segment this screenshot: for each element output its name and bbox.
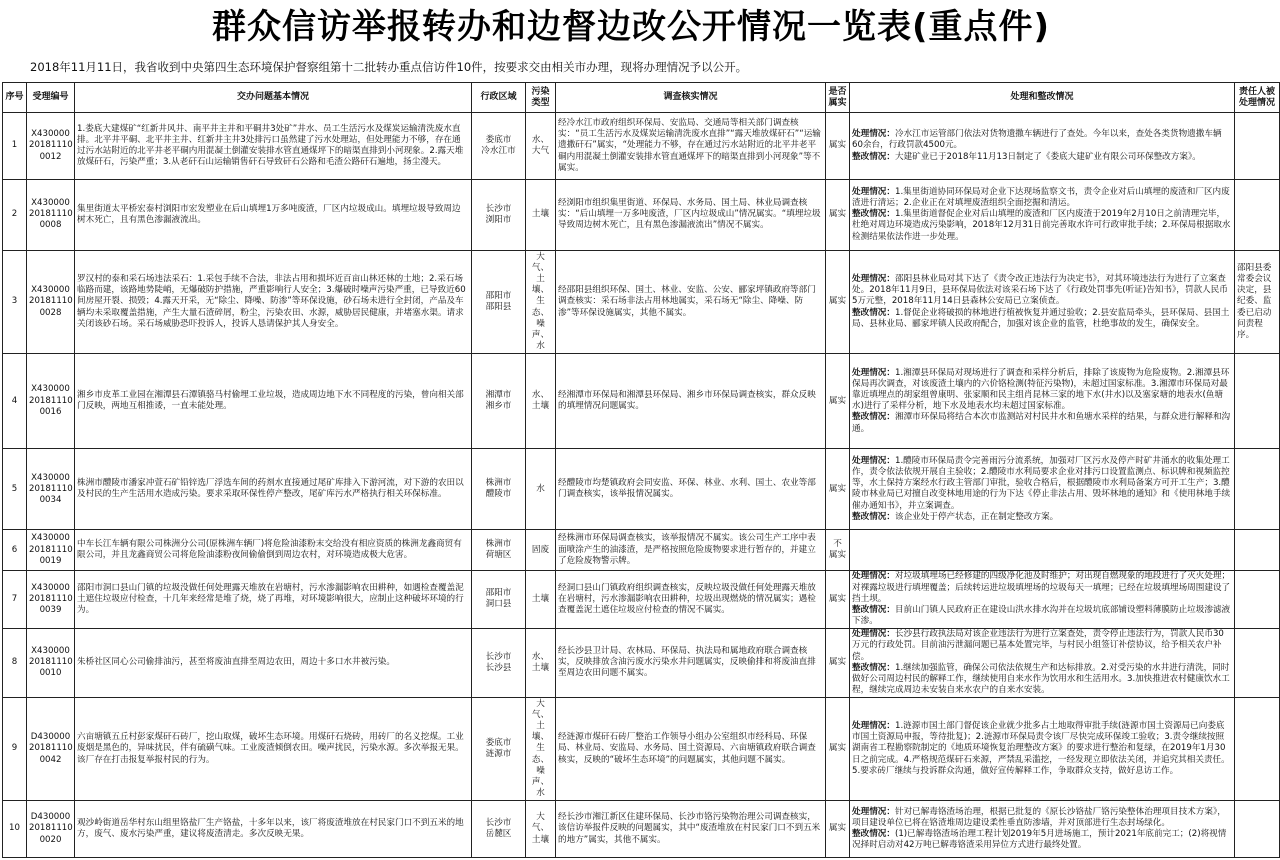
cell-investigation [556, 571, 826, 629]
cell-investigation-text: 经浏阳市组织集里街道、环保局、水务局、国土局、林业局调查核实：“后山填埋一万多吨废渣，厂区内垃圾成山”情况属实。“填埋垃圾导致周边树木死亡，且有黑色渗漏液流出”情况不属实。 [558, 198, 821, 231]
cell-verified [826, 628, 850, 697]
cell-type-text: 大气、 土壤 [531, 812, 550, 845]
cell-type-text: 固废 [531, 544, 550, 555]
cell-seq-text: 10 [9, 823, 20, 834]
cell-responsible [1235, 628, 1280, 697]
cell-type-text: 水、 土壤 [531, 390, 550, 412]
cell-id [27, 530, 75, 571]
cell-region-text: 长沙市 岳麓区 [485, 817, 512, 840]
cell-seq-text: 3 [11, 296, 18, 307]
cell-id-text: X430000 20181110 0012 [29, 129, 73, 162]
cell-handling [850, 354, 1235, 449]
cell-id-text: D430000 20181110 0042 [29, 732, 73, 765]
cell-verified [826, 449, 850, 530]
cell-investigation-text: 经湘潭市环保局和湘潭县环保局、湘乡市环保局调查核实，群众反映的填埋情况问题属实。 [558, 390, 816, 412]
rectification-label: 整改情况： [852, 605, 895, 615]
header-handling: 处理和整改情况 [850, 83, 1235, 113]
cell-region-text: 株洲市 醴陵市 [485, 478, 512, 500]
cell-region [472, 113, 526, 180]
handling-text: 对垃圾填埋场已经修建的四级净化池及时维护；对出现自燃现象的地段进行了灭火处理；对裸露垃圾进行填埋覆盖；后续转运进垃圾填埋场的垃圾每天一填埋；已经在垃圾填埋场周围建设了挡土坝。 [852, 571, 1231, 604]
rectification-paragraph [852, 512, 1232, 523]
header-region: 行政区域 [472, 83, 526, 113]
cell-problem-text: 观沙岭街道岳华村东山组里铬盐厂生产铬盐，十多年以来，该厂将废渣堆放在村民家门口不到五米的地方，废气、废水污染严重，建议将废渣清走。多次反映无果。 [77, 817, 464, 840]
cell-region-text: 邵阳市 洞口县 [485, 588, 512, 610]
cell-type-text: 大气、 土壤、 生态、 噪声、 水 [531, 698, 550, 799]
cell-type-text: 土壤 [531, 593, 550, 604]
handling-text: 冷水江市运管部门依法对货物遗撒车辆进行了查处。今年以来，查处各类货物遗撒车辆60余台，行政罚款4500元。 [852, 129, 1222, 151]
cell-type [526, 628, 556, 697]
cell-verified [826, 354, 850, 449]
cell-problem [75, 697, 472, 800]
cell-type [526, 113, 556, 180]
cell-id [27, 113, 75, 180]
cell-responsible [1235, 179, 1280, 250]
handling-text: 1.醴陵市环保局责令完善雨污分流系统，加强对厂区污水及停产时矿井涌水的收集处理工作，责令依法依规开展自主验收；2.醴陵市水利局要求企业对排污口设置监测点、标识牌和视频监控等，水土保持方案经水行政主管部门审批，验收合格后，根据醴陵市水利局备案方可开工生产；3.醴陵市林业局已对擅自改变林地用途的行为下达《停止非法占用、毁坏林地的通知》和《使用林地手续催办通知书》，并立案调查。 [852, 455, 1231, 511]
handling-block [852, 721, 1232, 777]
cell-responsible [1235, 250, 1280, 353]
cell-type-text: 土壤 [531, 209, 550, 220]
cell-investigation [556, 530, 826, 571]
cell-seq-text: 1 [11, 140, 18, 151]
cell-investigation-text: 经邵阳县组织环保、国土、林业、安监、公安、郦家坪镇政府等部门调查核实：采石场非法占用林地属实，采石场无“除尘、降噪、防渗”等环保设施属实，其他不属实。 [558, 285, 816, 318]
rectification-label: 整改情况： [852, 307, 895, 318]
handling-label: 处理情况： [852, 186, 895, 197]
cell-verified-text: 属实 [828, 657, 847, 668]
cell-problem [75, 449, 472, 530]
cell-region [472, 697, 526, 800]
cell-handling [850, 530, 1235, 571]
rectification-paragraph [852, 829, 1232, 851]
cell-problem-text: 集里街道太平桥宏泰村浏阳市宏发塑业在后山填埋1万多吨废渣，厂区内垃圾成山。填埋垃圾导致周边树木死亡，且有黑色渗漏液流出。 [77, 203, 461, 225]
rectification-label: 整改情况： [852, 662, 895, 673]
cell-investigation-text: 经株洲市环保局调查核实，该举报情况不属实。该公司生产工序中表面喷涂产生的油漆渣，是严格按照危险废物要求进行暂存的，并建立了危险废物警示牌。 [558, 533, 816, 566]
handling-paragraph [852, 274, 1232, 308]
handling-label: 处理情况： [852, 806, 895, 817]
cell-problem [75, 179, 472, 250]
handling-block [852, 629, 1232, 696]
cell-region [472, 354, 526, 449]
cell-seq [3, 250, 27, 353]
cell-type [526, 571, 556, 629]
cell-seq [3, 697, 27, 800]
cell-verified-text: 属实 [828, 140, 847, 151]
cell-type [526, 449, 556, 530]
cell-investigation [556, 179, 826, 250]
cell-verified-text: 属实 [828, 823, 847, 834]
cell-id [27, 697, 75, 800]
cell-id-text: X430000 20181110 0010 [29, 646, 73, 679]
rectification-label: 整改情况： [852, 209, 895, 220]
cell-seq [3, 571, 27, 629]
cell-investigation [556, 628, 826, 697]
cell-investigation-text: 经长沙县卫计局、农林局、环保局、执法局和属地政府联合调查核实，反映排放含油污废水污染水井问题属实，反映偷排和将废油直排至周边农田问题不属实。 [558, 646, 816, 679]
cell-verified [826, 250, 850, 353]
cell-verified [826, 697, 850, 800]
cell-type [526, 697, 556, 800]
cell-seq-text: 5 [11, 483, 18, 494]
handling-block [852, 807, 1232, 852]
cell-verified-text: 属实 [828, 483, 847, 494]
cell-responsible [1235, 354, 1280, 449]
handling-paragraph [852, 187, 1232, 209]
cell-handling [850, 801, 1235, 858]
cell-region [472, 250, 526, 353]
cell-handling [850, 449, 1235, 530]
header-responsible: 责任人被处理情况 [1235, 83, 1280, 113]
handling-paragraph [852, 629, 1232, 663]
cell-seq [3, 530, 27, 571]
cell-seq-text: 2 [11, 209, 18, 220]
cell-id [27, 250, 75, 353]
rectification-paragraph [852, 209, 1232, 243]
cell-responsible [1235, 530, 1280, 571]
complaint-table [2, 82, 1280, 858]
handling-block [852, 368, 1232, 435]
handling-paragraph [852, 129, 1232, 151]
cell-investigation-text: 经醴陵市均楚镇政府会同安监、环保、林业、水利、国土、农业等部门调查核实，该举报情况属实。 [558, 478, 816, 500]
cell-region [472, 628, 526, 697]
rectification-text: 湘潭市环保局将结合本次市监测站对村民井水和鱼塘水采样的结果，与群众进行解释和沟通。 [852, 412, 1231, 434]
cell-verified-text: 属实 [828, 593, 847, 604]
cell-type-text: 水 [536, 483, 545, 494]
cell-type-text: 大气、 土壤、 生态、 噪声、 水 [531, 251, 550, 352]
cell-handling [850, 250, 1235, 353]
table-row [3, 354, 1280, 449]
cell-investigation [556, 113, 826, 180]
rectification-label: 整改情况： [852, 511, 895, 522]
cell-region [472, 530, 526, 571]
table-row [3, 449, 1280, 530]
cell-region [472, 571, 526, 629]
handling-paragraph [852, 456, 1232, 512]
cell-verified [826, 530, 850, 571]
rectification-text: (1)已解毒铬渣场治理工程计划2019年5月进场施工，预计2021年底前完工；(2)将视情况择时启动对42万吨已解毒铬渣采用异位方式进行最终处置。 [852, 829, 1227, 851]
header-id: 受理编号 [27, 83, 75, 113]
table-row [3, 571, 1280, 629]
cell-type [526, 250, 556, 353]
cell-investigation [556, 250, 826, 353]
table-body [3, 113, 1280, 858]
cell-responsible-text: 邵阳县委常委会议决定，县纪委、监委已启动问责程序。 [1237, 262, 1272, 340]
handling-label: 处理情况： [852, 571, 895, 582]
cell-investigation [556, 697, 826, 800]
cell-investigation [556, 354, 826, 449]
rectification-paragraph [852, 412, 1232, 434]
cell-id [27, 449, 75, 530]
cell-problem-text: 1.娄底大建煤矿“红新井风井、南平井主井和平硐井3处矿”井水、员工生活污水及煤炭运输清洗废水直排。北平井平硐、北平井主井、红新井主井3处排污口虽然建了污水处理站，但处理能力不够，存在通过污水站附近的北平井老平硐内用混凝土倒灌安装排水管直通煤坪下的暗渠直排到小河现象。2.露天堆放煤矸石，污染严重；3.从老矸石山运输销售矸石导致矸石公路和毛渣公路矸石遍地，扬尘漫天。 [77, 123, 464, 168]
cell-handling [850, 179, 1235, 250]
cell-handling [850, 571, 1235, 629]
cell-region-text: 娄底市 冷水江市 [481, 134, 516, 156]
cell-investigation [556, 449, 826, 530]
handling-paragraph [852, 571, 1232, 605]
cell-id-text: X430000 20181110 0039 [29, 582, 73, 615]
cell-problem [75, 628, 472, 697]
cell-problem [75, 113, 472, 180]
intro-paragraph: 2018年11月11日，我省收到中央第四生态环境保护督察组第十二批转办重点信访件10件，按要求交由相关市办理，现将办理情况予以公开。 [30, 60, 748, 74]
cell-verified-text: 属实 [828, 209, 847, 220]
cell-type-text: 水、 大气 [531, 134, 550, 156]
cell-seq [3, 628, 27, 697]
cell-problem-text: 罗汉村的泰和采石场违法采石：1.采包手续不合法，非法占用和损坏近百亩山林还林的土地；2.采石场临路而建，该路地势陡峭，无爆破防护措施，严重影响行人安全；3.爆破时噪声污染严重，已导致近60间房屋开裂、损毁；4.露天开采，无“除尘、降噪、防渗”等环保设施，砂石场未进行全封闭，产品及车辆均未采取覆盖措施，产生大量石渣碎屑，粉尘，污染农田、水源，威胁居民健康，并堵塞水渠。请求关闭该砂石场。采石场威胁恐吓投诉人，投诉人恳请保护其人身安全。 [77, 273, 466, 329]
cell-seq-text: 8 [11, 657, 18, 668]
cell-verified [826, 571, 850, 629]
cell-responsible [1235, 449, 1280, 530]
cell-seq [3, 801, 27, 858]
cell-type [526, 354, 556, 449]
cell-investigation-text: 经洞口县山门镇政府组织调查核实，反映垃圾没做任何处理露天堆放在岩塘村，污水渗漏影响农田耕种，垃圾出现燃烧的情况属实；遇检查覆盖泥土遮住垃圾应付检查的情况不属实。 [558, 582, 816, 615]
cell-region-text: 长沙市 长沙县 [485, 651, 512, 673]
table-row [3, 697, 1280, 800]
cell-problem [75, 571, 472, 629]
cell-verified-text: 属实 [828, 395, 847, 406]
cell-verified [826, 113, 850, 180]
cell-region-text: 株洲市 荷塘区 [485, 539, 512, 561]
handling-paragraph [852, 721, 1232, 777]
cell-problem-text: 邵阳市洞口县山门镇的垃圾没做任何处理露天堆放在岩塘村，污水渗漏影响农田耕种，如遇检查覆盖泥土遮住垃圾应付检查，十几年来经常是堆了烧，烧了再堆，对环境影响很大，应制止这种破坏环境的行为。 [77, 582, 464, 615]
handling-label: 处理情况： [852, 629, 895, 640]
rectification-text: 1.集里街道督促企业对后山填埋的废渣和厂区内废渣于2019年2月10日之前清理完毕，杜绝对周边环境造成污染影响，2018年12月31日前完善取水许可行政审批手续；2.环保局根据取水检测结果依法作进一步处理。 [852, 209, 1231, 242]
rectification-paragraph [852, 152, 1232, 163]
cell-problem-text: 中车长江车辆有限公司株洲分公司(原株洲车辆厂)将危险油漆粉末交给没有相应资质的株洲龙鑫商贸有限公司，并且龙鑫商贸公司将危险油漆粉夜间偷偷倒到周边农村，对环境造成极大危害。 [77, 539, 462, 561]
header-investigation: 调查核实情况 [556, 83, 826, 113]
cell-problem [75, 801, 472, 858]
handling-paragraph [852, 807, 1232, 829]
cell-seq [3, 113, 27, 180]
cell-problem-text: 朱桥社区同心公司偷排油污，甚至将废油直排至周边农田，周边十多口水井被污染。 [77, 657, 395, 668]
cell-type [526, 179, 556, 250]
cell-id [27, 628, 75, 697]
cell-id-text: X430000 20181110 0008 [29, 198, 73, 231]
cell-verified-text: 不 属实 [828, 539, 847, 561]
handling-label: 处理情况： [852, 273, 895, 284]
cell-responsible [1235, 571, 1280, 629]
rectification-paragraph [852, 663, 1232, 697]
cell-handling [850, 697, 1235, 800]
cell-seq-text: 4 [11, 395, 18, 406]
handling-label: 处理情况： [852, 367, 895, 378]
cell-seq-text: 7 [11, 593, 18, 604]
table-row [3, 628, 1280, 697]
page-title: 群众信访举报转办和边督边改公开情况一览表(重点件) [211, 7, 1051, 47]
cell-problem-text: 湘乡市皮革工业园在湘潭县石潭镇骆马村偷埋工业垃圾，造成周边地下水不同程度的污染，曾向相关部门反映，两地互相推诿，一直未能处理。 [77, 390, 464, 412]
cell-region-text: 邵阳市 邵阳县 [485, 290, 512, 312]
handling-text: 针对已解毒铬渣场治理，根据已批复的《原长沙铬盐厂铬污染整体治理项目技术方案》，项目建设单位已将在铬渣堆周边建设柔性垂直防渗墙，并对顶部进行生态封场绿化。 [852, 806, 1226, 828]
cell-investigation [556, 801, 826, 858]
cell-problem [75, 530, 472, 571]
table-header-row [3, 83, 1280, 113]
handling-text: 1.集里街道协同环保局对企业下达现场监察文书，责令企业对后山填埋的废渣和厂区内废渣进行清运；2.企业正在对填埋废渣组织全面挖掘和清运。 [852, 186, 1230, 209]
cell-seq-text: 9 [11, 743, 18, 754]
cell-problem-text: 六亩塘镇五丘村彭家煤矸石砖厂，挖山取煤，破坏生态环境。用煤矸石烧砖，用砖厂的名义挖煤。工业废烟是黑色的，异味扰民，伴有硫磺气味。工业废渣倾倒农田。噪声扰民，污染水源。多次举报无果。该厂存在打击报复举报村民的行为。 [77, 732, 464, 765]
rectification-label: 整改情况： [852, 412, 895, 423]
rectification-paragraph [852, 605, 1232, 627]
rectification-text: 大建矿业已于2018年11月13日制定了《娄底大建矿业有限公司环保整改方案》。 [894, 151, 1201, 162]
cell-id [27, 801, 75, 858]
header-verified: 是否属实 [826, 83, 850, 113]
cell-responsible [1235, 801, 1280, 858]
cell-id-text: D430000 20181110 0020 [29, 812, 73, 845]
cell-id [27, 354, 75, 449]
cell-handling [850, 113, 1235, 180]
cell-region [472, 179, 526, 250]
cell-region [472, 801, 526, 858]
handling-block [852, 456, 1232, 523]
handling-label: 处理情况： [852, 129, 895, 140]
handling-block [852, 187, 1232, 243]
cell-handling [850, 628, 1235, 697]
handling-block [852, 571, 1232, 627]
cell-type-text: 水、 土壤 [531, 651, 550, 673]
cell-region-text: 长沙市 浏阳市 [485, 203, 512, 225]
table-row [3, 250, 1280, 353]
rectification-text: 目前山门镇人民政府正在建设山洪水排水沟并在垃圾坑底部铺设塑料薄膜防止垃圾渗滤液下渗。 [852, 605, 1231, 627]
cell-seq-text: 6 [11, 544, 18, 555]
cell-id [27, 179, 75, 250]
header-problem: 交办问题基本情况 [75, 83, 472, 113]
handling-block [852, 129, 1232, 163]
cell-id [27, 571, 75, 629]
cell-seq [3, 449, 27, 530]
cell-type [526, 530, 556, 571]
rectification-paragraph [852, 308, 1232, 330]
handling-label: 处理情况： [852, 455, 895, 466]
cell-verified [826, 179, 850, 250]
cell-verified [826, 801, 850, 858]
cell-responsible [1235, 697, 1280, 800]
header-seq: 序号 [3, 83, 27, 113]
cell-investigation-text: 经冷水江市政府组织环保局、安监局、交通局等相关部门调查核实：“员工生活污水及煤炭运输清洗废水直排”“露天堆放煤矸石”“运输遗撒矸石”属实，“处理能力不够，存在通过污水站附近的北平井老平硐内用混凝土倒灌安装排水管直通煤坪下的暗渠直排到小河现象”等不属实。 [558, 117, 821, 173]
handling-text: 邵阳县林业局对其下达了《责令改正违法行为决定书》，对其环境违法行为进行了立案查处。2018年11月9日，县环保局依法对该采石场下达了《行政处罚事先(听证)告知书》，罚款人民币5万元整，2018年11月14日县森林公安局已立案侦查。 [852, 273, 1228, 307]
rectification-label: 整改情况： [852, 829, 895, 840]
table-row [3, 530, 1280, 571]
cell-responsible [1235, 113, 1280, 180]
handling-text: 1.涟源市国土部门督促该企业就少批多占土地取得审批手续(涟源市国土资源局已向娄底市国土资源局申报，等待批复)；2.涟源市环保局责令该厂尽快完成环保竣工验收；3.责令继续按照湖南省工程勘察院制定的《地质环境恢复治理整改方案》的要求进行整治和复绿，在2019年1月30日之前完成。4.严格规范煤矸石来源，严禁乱采滥挖，一经发现立即依法关闭，并追究其相关责任。5.要求砖厂继续与投诉群众沟通，做好宣传解释工作，争取群众支持，做好息访工作。 [852, 721, 1230, 776]
rectification-label: 整改情况： [852, 151, 895, 162]
rectification-text: 该企业处于停产状态，正在制定整改方案。 [894, 511, 1059, 522]
cell-problem [75, 250, 472, 353]
rectification-text: 1.督促企业将破损的林地进行植被恢复并通过验收；2.县安监局牵头，县环保局、县国土局、县林业局、郦家坪镇人民政府配合，加强对该企业的监管，杜绝事故的发生，确保安全。 [852, 307, 1230, 329]
cell-investigation-text: 经长沙市湘江新区住建环保局、长沙市铬污染物治理公司调查核实，该信访举报件反映的问题属实，其中“废渣堆放在村民家门口不到五米的地方”属实，其他不属实。 [558, 812, 821, 845]
table-row [3, 113, 1280, 180]
cell-id-text: X430000 20181110 0028 [29, 285, 73, 318]
cell-problem [75, 354, 472, 449]
cell-region-text: 湘潭市 湘乡市 [485, 390, 512, 412]
cell-id-text: X430000 20181110 0019 [29, 533, 73, 566]
cell-id-text: X430000 20181110 0016 [29, 384, 73, 417]
cell-investigation-text: 经涟源市煤矸石砖厂整治工作领导小组办公室组织市经科局、环保局、林业局、安监局、水务局、国土资源局、六亩塘镇政府联合调查核实，反映的“破坏生态环境”的问题属实，其他问题不属实。 [558, 732, 816, 765]
rectification-text: 1.继续加强监管，确保公司依法依规生产和达标排放。2.对受污染的水井进行清洗，同时做好公司周边村民的解释工作，继续使用自来水作为饮用水和生活用水。3.加快推进农村健康饮水工程，继续完成周边未安装自来水农户的自来水安装。 [852, 662, 1230, 696]
table-row [3, 179, 1280, 250]
cell-problem-text: 株洲市醴陵市潘家冲萱石矿铅锌选厂浮选车间的药剂水直接通过尾矿库排入下游河流，对下游的农田以及村民的生产生活用水造成污染。要求采取环保性停产整改，尾矿库污水严格执行相关环保标准。 [77, 478, 464, 500]
handling-block [852, 274, 1232, 330]
cell-verified-text: 属实 [828, 296, 847, 307]
cell-seq [3, 179, 27, 250]
cell-type [526, 801, 556, 858]
cell-id-text: X430000 20181110 0034 [29, 472, 73, 505]
handling-label: 处理情况： [852, 721, 895, 732]
table-row [3, 801, 1280, 858]
cell-verified-text: 属实 [828, 743, 847, 754]
header-type: 污染类型 [526, 83, 556, 113]
handling-text: 1.湘潭县环保局对现场进行了调查和采样分析后，排除了该废物为危险废物。2.湘潭县环保局再次调查，对该废渣土壤内的六价铬检测(特征污染物)，未超过国家标准。3.湘潭市环保局对最靠近填埋点的胡家组曾康明、张家顺和民主组肖昆林三家的地下水(井水)以及塞家塘的地表水(鱼塘水)进行了采样分析，地下水及地表水均未超过国家标准。 [852, 367, 1230, 412]
cell-region [472, 449, 526, 530]
handling-paragraph [852, 368, 1232, 413]
handling-text: 长沙县行政执法局对该企业违法行为进行立案查处，责令停止违法行为，罚款人民币30万元的行政处罚。目前油污泄漏问题已基本处置完毕，与村民小组签订补偿协议，给予相关农户补偿。 [852, 629, 1224, 662]
cell-region-text: 娄底市 涟源市 [485, 737, 512, 760]
cell-seq [3, 354, 27, 449]
